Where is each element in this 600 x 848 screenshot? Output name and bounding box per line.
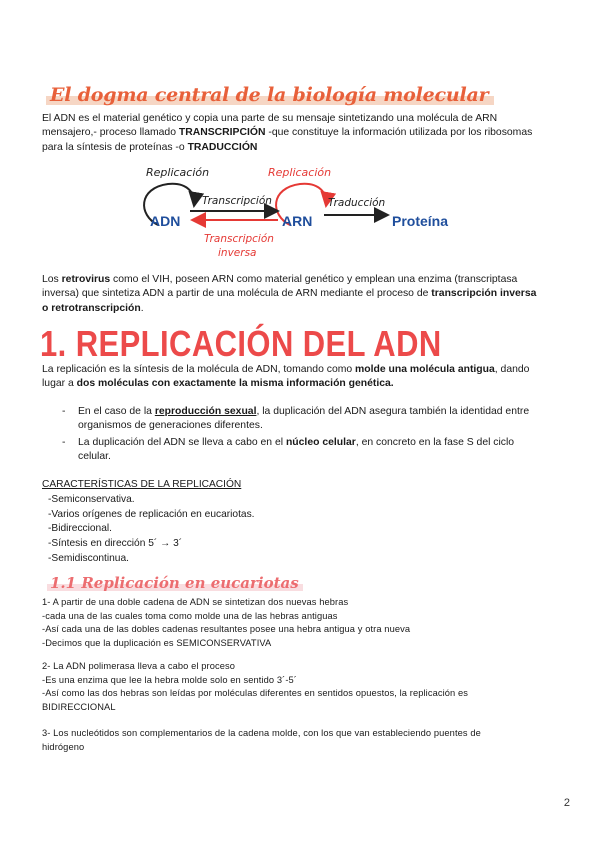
list-item: -Semiconservativa. bbox=[48, 493, 135, 505]
node-proteina: Proteína bbox=[392, 213, 449, 229]
step-1: 1- A partir de una doble cadena de ADN se sintetizan dos nuevas hebras -cada una de las cuales toma como molde una de las hebras antiguas -Así cada una de las dobles cadenas resultantes posee una hebra antigua y otra nueva -Decimos que la duplicación es SEMICONSERVATIVA bbox=[42, 597, 411, 648]
section-title-replicacion: 1. REPLICACIÓN DEL ADN bbox=[40, 323, 442, 364]
list-item: -Varios orígenes de replicación en eucariotas. bbox=[48, 508, 255, 520]
replicacion-paragraph: La replicación es la síntesis de la molécula de ADN, tomando como molde una molécula antigua, dando lugar a dos moléculas con exactamente la misma información genética. bbox=[42, 364, 530, 390]
bullet-item: - En el caso de la reproducción sexual, la duplicación del ADN asegura también la identidad entre organismos de generaciones diferentes. bbox=[62, 406, 530, 432]
step-2: 2- La ADN polimerasa lleva a cabo el proceso -Es una enzima que lee la hebra molde solo en sentido 3´-5´ -Así como las dos hebras son leídas por moléculas diferentes en sentidos opuestos, la replicación es BIDIRECCIONAL bbox=[42, 661, 469, 712]
label-traduccion: Traducción bbox=[328, 197, 386, 209]
label-transcripcion-inversa-1: Transcripción bbox=[204, 233, 274, 245]
page-number: 2 bbox=[563, 797, 570, 809]
step-3: 3- Los nucleótidos son complementarios de la cadena molde, con los que van estableciendo puentes de hidrógeno bbox=[42, 728, 481, 752]
list-item: -Bidireccional. bbox=[48, 523, 112, 535]
label-replicacion-left: Replicación bbox=[146, 166, 210, 179]
caracteristicas-heading: CARACTERÍSTICAS DE LA REPLICACIÓN bbox=[42, 479, 242, 490]
node-arn: ARN bbox=[282, 213, 313, 229]
label-replicacion-right: Replicación bbox=[268, 166, 332, 179]
label-transcripcion-inversa-2: inversa bbox=[218, 247, 257, 259]
list-item: -Síntesis en dirección 5´ → 3´ bbox=[48, 538, 183, 550]
page-title: El dogma central de la biología molecular bbox=[50, 84, 488, 106]
list-item: -Semidiscontinua. bbox=[48, 552, 129, 564]
bullet-list bbox=[62, 405, 562, 464]
bullet-item: - La duplicación del ADN se lleva a cabo en el núcleo celular, en concreto en la fase S del ciclo celular. bbox=[62, 436, 515, 462]
label-transcripcion: Transcripción bbox=[202, 195, 272, 207]
central-dogma-diagram bbox=[130, 160, 470, 270]
subsection-title-eucariotas: 1.1 Replicación en eucariotas bbox=[50, 574, 299, 592]
caracteristicas-block bbox=[42, 478, 255, 567]
intro-paragraph: El ADN es el material genético y copia una parte de su mensaje sintetizando una molécula de ARN mensajero,- proceso llamado TRANSCRIPCIÓN -que constituye la información utilizada por los ribosomas para la síntesis de proteínas -o TRADUCCIÓN bbox=[42, 113, 533, 153]
retrovirus-paragraph: Los retrovirus como el VIH, poseen ARN como material genético y emplean una enzima (transcriptasa inversa) que sintetiza ADN a partir de una molécula de ARN mediante el proceso de transcripción inversa o retrotranscripción. bbox=[42, 274, 537, 314]
node-adn: ADN bbox=[150, 213, 181, 229]
